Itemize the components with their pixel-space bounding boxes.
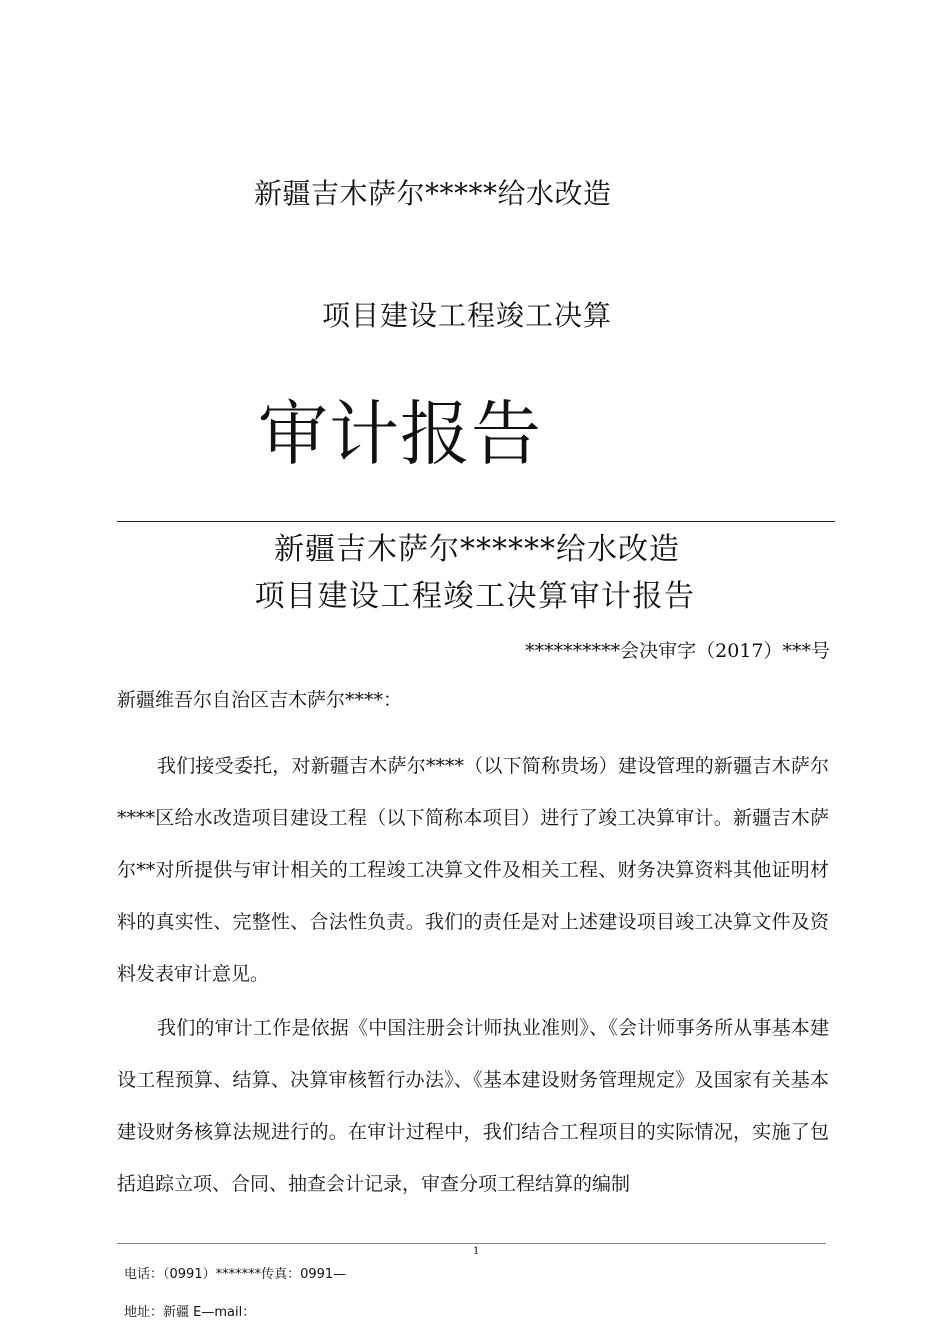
cover-title-line1: 新疆吉木萨尔*****给水改造 [254,177,612,210]
footer-divider [117,1243,826,1244]
body-paragraph-1: 我们接受委托，对新疆吉木萨尔****（以下简称贵场）建设管理的新疆吉木萨尔****区给水改造项目建设工程（以下简称本项目）进行了竣工决算审计。新疆吉木萨尔**对所提供与审计相关的工程竣工决算文件及相关工程、财务决算资料其他证明材料的真实性、完整性、合法性负责。我们的责任是对上述建设项目竣工决算文件及资料发表审计意见。 [117,755,829,985]
cover-title-line2: 项目建设工程竣工决算 [322,299,613,332]
report-title-line1 [0,524,950,568]
report-title-line2: 项目建设工程竣工决算审计报告 [254,579,696,614]
page-number: 1 [473,1246,480,1257]
body-paragraph-2: 我们的审计工作是依据《中国注册会计师执业准则》、《会计师事务所从事基本建设工程预算、结算、决算审核暂行办法》、《基本建设财务管理规定》及国家有关基本建设财务核算法规进行的。在审计过程中，我们结合工程项目的实际情况，实施了包括追踪立项、合同、抽查会计记录，审查分项工程结算的编制 [117,1017,829,1195]
salutation: 新疆维吾尔自治区吉木萨尔****： [117,689,403,711]
document-number: **********会决审字（2017）***号 [525,640,830,662]
cover-main-title: 审计报告 [258,393,542,475]
footer-contact: 电话：（0991）*******传真：0991— [124,1267,347,1282]
title-divider [117,521,835,522]
report-title-line1-text: 新疆吉木萨尔******给水改造 [274,532,680,567]
footer-address: 地址：新疆 E—mail： [124,1305,256,1320]
